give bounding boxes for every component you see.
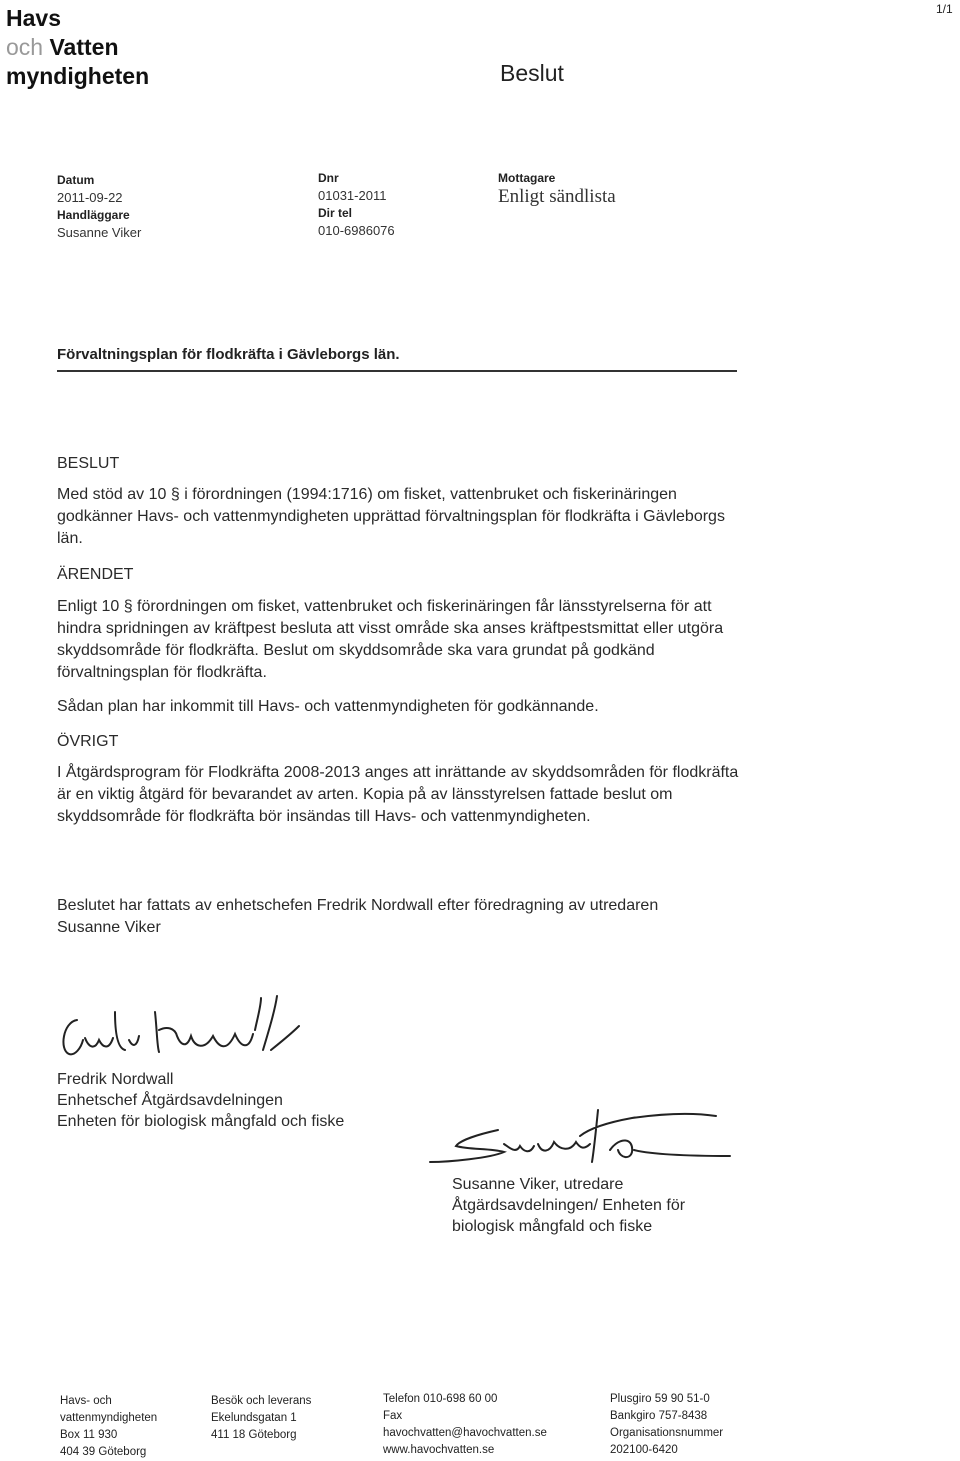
logo-line-myndigheten: myndigheten — [6, 63, 150, 89]
signatory-second-line3: biologisk mångfald och fiske — [452, 1218, 653, 1235]
beslut-heading: BESLUT — [57, 455, 120, 472]
signatory-first-name: Fredrik Nordwall — [57, 1071, 174, 1088]
header-col-recipient — [498, 170, 616, 208]
signatory-first — [57, 1069, 344, 1132]
page-number: 1/1 — [936, 2, 953, 16]
decision-text: Beslutet har fattats av enhetschefen Fredrik Nordwall efter föredragning av utredaren Susanne Viker — [57, 897, 659, 936]
signature-fredrik-nordwall — [55, 990, 315, 1070]
footer-line: Organisationsnummer — [610, 1427, 724, 1439]
handlaggare-value: Susanne Viker — [57, 225, 142, 240]
footer-line: vattenmyndigheten — [60, 1412, 158, 1424]
arendet-text: Enligt 10 § förordningen om fisket, vattenbruket och fiskerinäringen får länsstyrelserna för att hindra spridningen av kräftpest besluta att visst område ska anses kräftpestsmittat eller utgöra skyddsområde för flodkräfta. Beslut om skyddsområde ska vara grundat på godkänd förvaltningsplan för flodkräfta. — [57, 598, 724, 681]
header-col-dnr — [318, 170, 395, 240]
ovrigt-heading: ÖVRIGT — [57, 733, 119, 750]
agency-logo — [6, 4, 149, 91]
signatory-first-title: Enhetschef Åtgärdsavdelningen — [57, 1092, 283, 1109]
beslut-text: Med stöd av 10 § i förordningen (1994:1716) om fisket, vattenbruket och fiskerinäringen godkänner Havs- och vattenmyndigheten upprättad förvaltningsplan för flodkräfta i Gävleborgs län. — [57, 486, 725, 547]
logo-vatten: Vatten — [49, 34, 119, 60]
footer-line: Besök och leverans — [211, 1395, 312, 1407]
footer-line: 411 18 Göteborg — [211, 1429, 297, 1441]
footer-line: Box 11 930 — [60, 1429, 118, 1441]
logo-line-vatten — [6, 33, 149, 62]
footer-line: havochvatten@havochvatten.se — [383, 1427, 547, 1439]
footer-col-contact — [383, 1391, 547, 1459]
mottagare-value: Enligt sändlista — [498, 186, 616, 207]
document-type: Beslut — [500, 60, 564, 86]
footer-col-visit — [211, 1393, 311, 1444]
footer-line: Telefon 010-698 60 00 — [383, 1393, 498, 1405]
datum-value: 2011-09-22 — [57, 190, 123, 205]
signatory-second-line2: Åtgärdsavdelningen/ Enheten för — [452, 1197, 686, 1214]
ovrigt-text: I Åtgärdsprogram för Flodkräfta 2008-2013 anges att inrättande av skyddsområden för flodkräfta är en viktig åtgärd för bevarandet av arten. Kopia på av länsstyrelsen fattade beslut om skyddsområde för flodkräfta bör insändas till Havs- och vattenmyndigheten. — [57, 764, 739, 825]
dnr-label: Dnr — [318, 171, 339, 185]
signatory-first-unit: Enheten för biologisk mångfald och fiske — [57, 1113, 345, 1130]
datum-label: Datum — [57, 173, 95, 187]
handlaggare-label: Handläggare — [57, 208, 130, 222]
signature-susanne-viker — [420, 1100, 750, 1170]
footer-line: 404 39 Göteborg — [60, 1446, 147, 1458]
header-col-date — [57, 172, 141, 242]
footer-line: 202100-6420 — [610, 1444, 678, 1456]
dirtel-value: 010-6986076 — [318, 223, 395, 238]
subject-line: Förvaltningsplan för flodkräfta i Gävleborgs län. — [57, 346, 400, 363]
footer-line: Plusgiro 59 90 51-0 — [610, 1393, 710, 1405]
dirtel-label: Dir tel — [318, 206, 353, 220]
footer-col-payment — [610, 1391, 723, 1459]
footer-line: Fax — [383, 1410, 403, 1422]
footer-line: Ekelundsgatan 1 — [211, 1412, 297, 1424]
footer-line: Bankgiro 757-8438 — [610, 1410, 708, 1422]
footer-line: Havs- och — [60, 1395, 112, 1407]
footer-line: www.havochvatten.se — [383, 1444, 495, 1456]
signatory-second-line1: Susanne Viker, utredare — [452, 1176, 624, 1193]
subject-underline — [57, 370, 737, 372]
footer-col-address — [60, 1393, 157, 1461]
logo-och: och — [6, 34, 44, 60]
signatory-second — [452, 1174, 685, 1237]
arendet-heading: ÄRENDET — [57, 566, 134, 583]
arendet-text-2: Sådan plan har inkommit till Havs- och vattenmyndigheten för godkännande. — [57, 698, 599, 715]
logo-line-havs: Havs — [6, 5, 61, 31]
mottagare-label: Mottagare — [498, 171, 556, 185]
dnr-value: 01031-2011 — [318, 188, 387, 203]
